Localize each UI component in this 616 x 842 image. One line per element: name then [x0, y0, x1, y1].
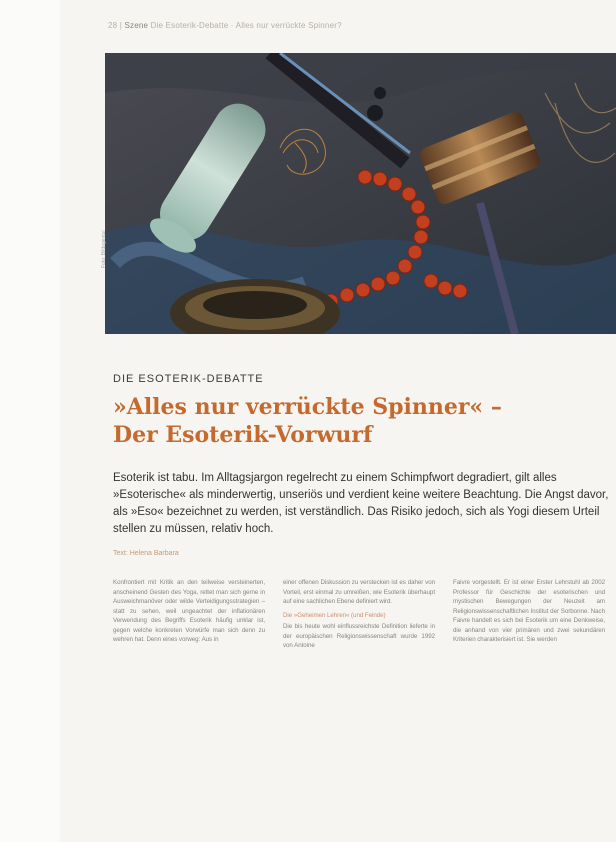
- article-title: [113, 393, 613, 449]
- photo-credit: Foto: Bildagentur: [101, 229, 107, 268]
- subheading: Die »Geheimen Lehren« (und Feinde): [283, 611, 386, 619]
- page-margin: [0, 0, 60, 842]
- running-header: [108, 21, 342, 30]
- running-title: Die Esoterik-Debatte · Alles nur verrückte Spinner?: [150, 21, 342, 30]
- header-separator: |: [119, 21, 125, 30]
- title-line-1: »Alles nur verrückte Spinner« –: [113, 394, 502, 420]
- column-text: Faivre vorgestellt. Er ist einer Erster Lehrstuhl ab 2002 Professor für Geschichte der esoterischen und mystischen Bewegungen der Neuzeit am Religionswissenschaftlichen Institut der Sorbonne. Nach Faivre handelt es sich bei Esoterik um eine Denkweise, die anhand von vier primären und zwei sekundären Kriterien charakterisiert ist. Sie werden: [453, 579, 605, 643]
- article-photo: [105, 53, 616, 334]
- photo-illustration: [105, 53, 616, 334]
- column-text: einer offenen Diskussion zu verstecken ist es daher von Vorteil, erst einmal zu umreißen, wie Esoterik überhaupt auf eine sachlichen Ebene definiert wird.: [283, 579, 435, 605]
- article-kicker: DIE ESOTERIK-DEBATTE: [113, 373, 264, 385]
- column-text: Konfrontiert mit Kritik an den teilweise versteinerten, anscheinend Gesten des Yoga, rettet man sich gerne in Ausweichmanöver oder wilde Verteidigungsstrategien – statt zu sehen, weil ungeachtet der inflationären Verwendung des Begriffs Esoterik häufig unklar ist, gegen welche konkreten Vorwürfe man sich denn zu wehren hat. Denn eines vorweg: Aus in: [113, 579, 265, 643]
- body-column-3: [453, 578, 605, 645]
- article-author: Text: Helena Barbara: [113, 550, 179, 557]
- section-name: Szene: [124, 21, 149, 30]
- body-column-1: [113, 578, 265, 645]
- body-column-2: [283, 578, 435, 651]
- page-number: 28: [108, 21, 118, 30]
- title-line-2: Der Esoterik-Vorwurf: [113, 422, 373, 448]
- column-text: Die bis heute wohl einflussreichste Definition lieferte in der europäischen Religionswissenschaft wurde 1992 von Antoine: [283, 623, 435, 649]
- article-lead: Esoterik ist tabu. Im Alltagsjargon regelrecht zu einem Schimpfwort degradiert, gilt alles »Esoterische« als minderwertig, unseriös und verdient keine weitere Beachtung. Die Angst davor, als »Eso« bezeichnet zu werden, ist verständlich. Das Risiko jedoch, sich als Yogi diesem Urteil stellen zu müssen, relativ hoch.: [113, 472, 609, 535]
